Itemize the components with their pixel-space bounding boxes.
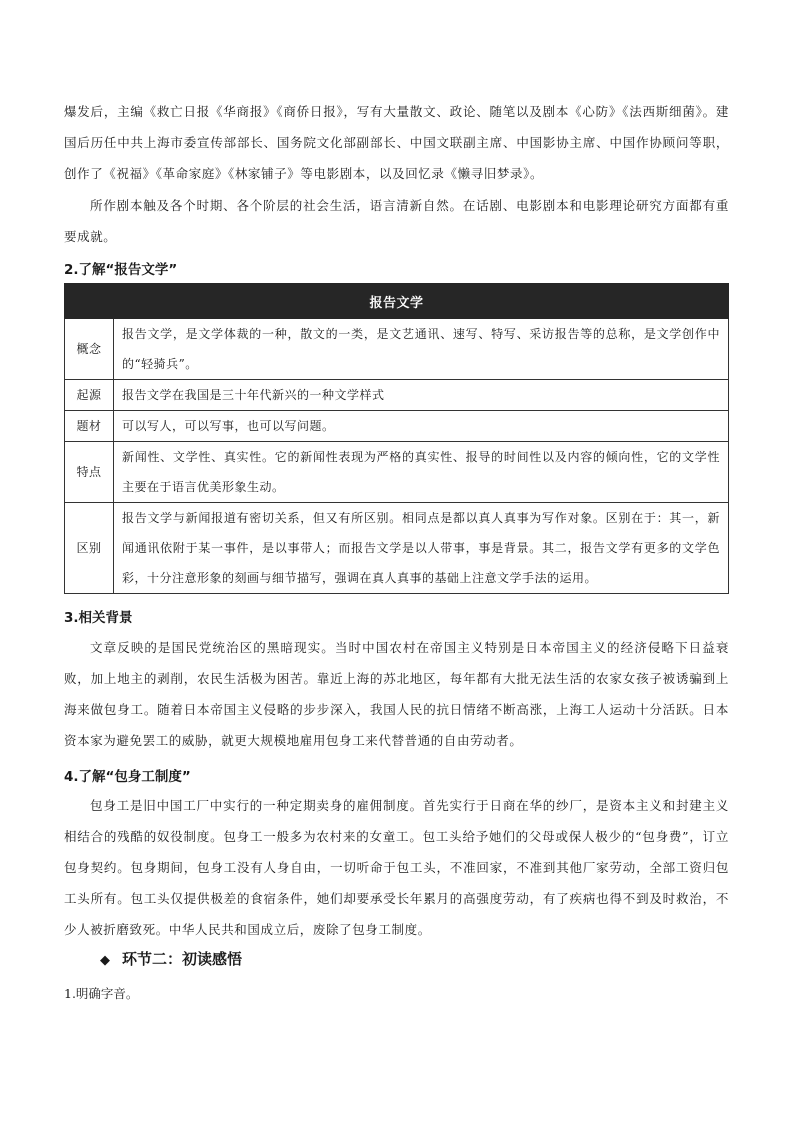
- intro-paragraph-2: 所作剧本触及各个时期、各个阶层的社会生活，语言清新自然。在话剧、电影剧本和电影理论研究方面都有重要成就。: [64, 198, 729, 244]
- table-row-origin: [65, 380, 729, 411]
- row-label: 特点: [65, 442, 114, 503]
- row-label: 题材: [65, 411, 114, 442]
- intro-paragraph-1: 爆发后，主编《救亡日报《华商报》《商侨日报》，写有大量散文、政论、随笔以及剧本《心防》《法西斯细菌》。建国后历任中共上海市委宣传部部长、国务院文化部副部长、中国文联副主席、中国影协主席、中国作协顾问等职，创作了《祝福》《革命家庭》《林家铺子》等电影剧本，以及回忆录《懒寻旧梦录》。: [64, 104, 729, 181]
- report-literature-heading: 2.了解“报告文学”: [64, 262, 178, 278]
- diamond-icon: ◆: [100, 953, 110, 968]
- system-heading: 4.了解“包身工制度”: [64, 769, 191, 785]
- list-item: 1.明确字音。: [64, 986, 139, 1001]
- table-title: 报告文学: [65, 284, 729, 319]
- row-value: 新闻性、文学性、真实性。它的新闻性表现为严格的真实性、报导的时间性以及内容的倾向性，它的文学性主要在于语言优美形象生动。: [114, 442, 729, 503]
- background-heading: 3.相关背景: [64, 610, 133, 626]
- row-label: 起源: [65, 380, 114, 411]
- section-title-first-reading: [100, 948, 242, 969]
- table-row-difference: [65, 503, 729, 594]
- system-paragraph: 包身工是旧中国工厂中实行的一种定期卖身的雇佣制度。首先实行于日商在华的纱厂，是资本主义和封建主义相结合的残酷的奴役制度。包身工一般多为农村来的女童工。包工头给予她们的父母或保人极少的“包身费”，订立包身契约。包身期间，包身工没有人身自由，一切听命于包工头，不准回家，不准到其他厂家劳动，全部工资归包工头所有。包工头仅提供极差的食宿条件，她们却要承受长年累月的高强度劳动，有了疾病也得不到及时救治，不少人被折磨致死。中华人民共和国成立后，废除了包身工制度。: [64, 798, 729, 937]
- row-value: 报告文学在我国是三十年代新兴的一种文学样式: [114, 380, 729, 411]
- table-row-subject: [65, 411, 729, 442]
- row-value: 可以写人，可以写事，也可以写问题。: [114, 411, 729, 442]
- section-title-text: 环节二：初读感悟: [122, 950, 243, 968]
- row-value: 报告文学与新闻报道有密切关系，但又有所区别。相同点是都以真人真事为写作对象。区别在于：其一，新闻通讯依附于某一事件，是以事带人；而报告文学是以人带事，事是背景。其二，报告文学有更多的文学色彩，十分注意形象的刻画与细节描写，强调在真人真事的基础上注意文学手法的运用。: [114, 503, 729, 594]
- report-literature-table: [64, 283, 729, 594]
- table-row-concept: [65, 319, 729, 380]
- background-paragraph: 文章反映的是国民党统治区的黑暗现实。当时中国农村在帝国主义特别是日本帝国主义的经济侵略下日益衰败，加上地主的剥削，农民生活极为困苦。靠近上海的苏北地区，每年都有大批无法生活的农家女孩子被诱骗到上海来做包身工。随着日本帝国主义侵略的步步深入，我国人民的抗日情绪不断高涨，上海工人运动十分活跃。日本资本家为避免罢工的威胁，就更大规模地雇用包身工来代替普通的自由劳动者。: [64, 640, 729, 748]
- row-value: 报告文学，是文学体裁的一种，散文的一类，是文艺通讯、速写、特写、采访报告等的总称，是文学创作中的“轻骑兵”。: [114, 319, 729, 380]
- row-label: 概念: [65, 319, 114, 380]
- table-row-features: [65, 442, 729, 503]
- row-label: 区别: [65, 503, 114, 594]
